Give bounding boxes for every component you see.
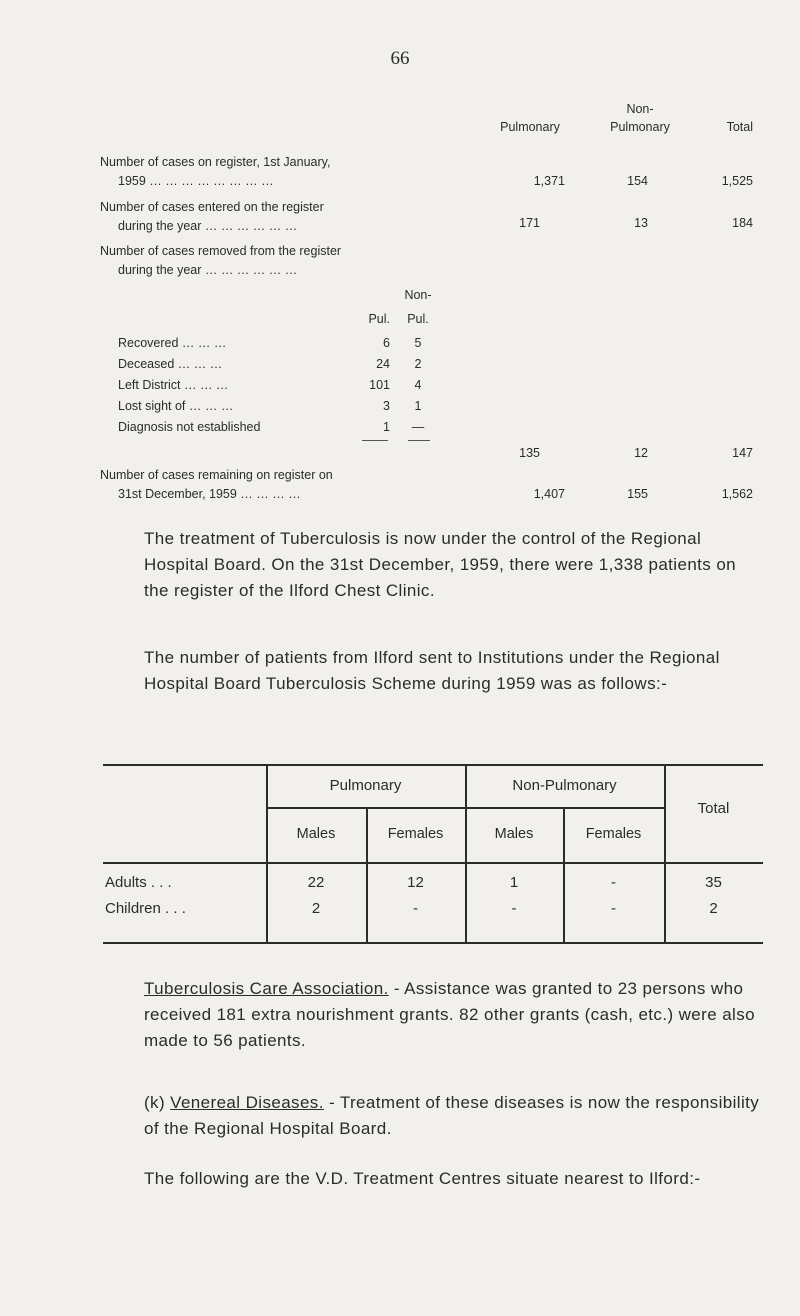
row-remaining-non-pulmonary: 155	[627, 487, 648, 501]
row-removed-label-1: Number of cases removed from the register	[100, 244, 342, 258]
row-entered-label-1: Number of cases entered on the register	[100, 200, 324, 214]
sub-col-pul-header: Pul.	[368, 312, 390, 326]
header-pulmonary: Pulmonary	[329, 777, 402, 794]
col-total-header: Total	[726, 120, 753, 134]
cell-children-pulmonary-males: 2	[311, 900, 321, 917]
sub-row-label: Left District … … …	[118, 378, 229, 392]
row-on-register-label-2: 1959 … … … … … … … …	[118, 174, 274, 188]
row-remaining-label-1: Number of cases remaining on register on	[100, 468, 333, 482]
sub-total-rule	[362, 440, 388, 441]
care-association-heading: Tuberculosis Care Association.	[144, 979, 389, 998]
row-on-register-label-1: Number of cases on register, 1st January,	[100, 155, 331, 169]
table-subheader-rule	[266, 807, 664, 809]
sub-row-pul: 1	[383, 420, 390, 434]
cell-adults-total: 35	[705, 874, 722, 891]
vd-centres-text: The following are the V.D. Treatment Centres situate nearest to Ilford:-	[144, 1169, 701, 1188]
sub-row-pul: 24	[376, 357, 390, 371]
row-remaining-total: 1,562	[721, 487, 753, 501]
paragraph-institutions-text: The number of patients from Ilford sent to Institutions under the Regional Hospital Board Tuberculosis Scheme during 1959 was as follows:-	[144, 648, 720, 693]
row-label-children: Children . . .	[105, 900, 186, 917]
paragraph-care-association	[110, 976, 760, 1054]
row-label-adults: Adults . . .	[105, 874, 172, 891]
page-number: 66	[390, 48, 410, 69]
row-entered-label-2: during the year … … … … … …	[118, 219, 298, 233]
row-remaining-label-2: 31st December, 1959 … … … …	[118, 487, 301, 501]
row-entered-non-pulmonary: 13	[634, 216, 648, 230]
cell-children-pulmonary-females: -	[413, 900, 418, 917]
row-remaining-pulmonary: 1,407	[533, 487, 565, 501]
paragraph-venereal-diseases	[110, 1090, 760, 1142]
header-males: Males	[494, 826, 534, 842]
sub-row-label: Diagnosis not established	[118, 420, 261, 434]
row-entered-total: 184	[732, 216, 753, 230]
row-on-register-non-pulmonary: 154	[627, 174, 648, 188]
row-on-register-total: 1,525	[721, 174, 753, 188]
cell-adults-non-pulmonary-females: -	[611, 874, 616, 891]
sub-row-label: Lost sight of … … …	[118, 399, 234, 413]
cell-adults-non-pulmonary-males: 1	[509, 874, 519, 891]
vd-prefix: (k)	[144, 1093, 171, 1112]
row-removed-non-pulmonary: 12	[634, 446, 648, 460]
row-removed-label-2: during the year … … … … … …	[118, 263, 298, 277]
cell-children-total: 2	[709, 900, 718, 917]
sub-total-rule	[408, 440, 430, 441]
vd-heading: Venereal Diseases.	[170, 1093, 324, 1112]
cell-children-non-pulmonary-males: -	[511, 900, 517, 917]
table-col-rule	[664, 764, 666, 944]
sub-col-non-header-2: Pul.	[407, 312, 429, 326]
header-non-pulmonary: Non-Pulmonary	[512, 777, 617, 794]
sub-col-non-header-1: Non-	[404, 288, 432, 302]
header-total: Total	[697, 800, 730, 817]
cell-adults-pulmonary-males: 22	[307, 874, 325, 891]
sub-row-non: 4	[414, 378, 422, 392]
col-non-pulmonary-header-1: Non-	[626, 102, 654, 116]
col-non-pulmonary-header-2: Pulmonary	[610, 120, 670, 134]
paragraph-institutions	[110, 645, 760, 697]
row-on-register-pulmonary: 1,371	[533, 174, 565, 188]
row-removed-total: 147	[732, 446, 753, 460]
sub-row-non: 5	[414, 336, 422, 350]
header-females: Females	[585, 826, 642, 842]
sub-row-pul: 6	[383, 336, 390, 350]
care-association-text: - Assistance was granted to 23 persons who received 181 extra nourishment grants. 82 other grants (cash, etc.) were also made to 56 patients.	[144, 979, 755, 1050]
cell-children-non-pulmonary-females: -	[611, 900, 616, 917]
header-females: Females	[387, 826, 444, 842]
paragraph-treatment-text: The treatment of Tuberculosis is now under the control of the Regional Hospital Board. On the 31st December, 1959, there were 1,338 patients on the register of the Ilford Chest Clinic.	[144, 529, 737, 600]
sub-row-non: 1	[414, 399, 422, 413]
sub-row-pul: 3	[383, 399, 390, 413]
sub-row-non: —	[411, 420, 425, 434]
row-removed-pulmonary: 135	[519, 446, 540, 460]
header-males: Males	[296, 826, 336, 842]
sub-row-label: Recovered … … …	[118, 336, 227, 350]
paragraph-treatment	[110, 526, 760, 604]
sub-row-non: 2	[414, 357, 422, 371]
paragraph-vd-centres	[110, 1166, 760, 1192]
cell-adults-pulmonary-females: 12	[407, 874, 424, 891]
row-entered-pulmonary: 171	[519, 216, 540, 230]
sub-row-pul: 101	[369, 378, 390, 392]
sub-row-label: Deceased … … …	[118, 357, 223, 371]
col-pulmonary-header: Pulmonary	[500, 120, 560, 134]
vd-text: - Treatment of these diseases is now the responsibility of the Regional Hospital Board.	[144, 1093, 760, 1138]
